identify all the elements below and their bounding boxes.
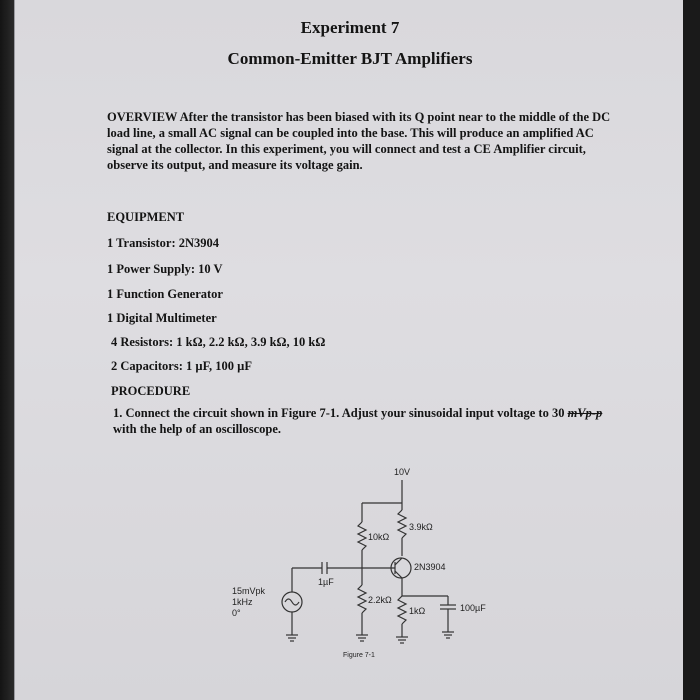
transistor-label: 2N3904 <box>414 562 446 572</box>
r2-label: 2.2kΩ <box>368 595 392 605</box>
overview-paragraph: OVERVIEW After the transistor has been biased with its Q point near to the middle of the DC load line, a small AC signal can be coupled into the base. This will produce an amplified AC signal at the collector. In this experiment, you will connect and test a CE Amplifier circuit, observe its output, and measure its voltage gain. <box>107 110 611 172</box>
r1-resistor <box>358 522 366 550</box>
re-label: 1kΩ <box>409 606 426 616</box>
procedure-heading: PROCEDURE <box>111 384 191 398</box>
r2-resistor <box>358 585 366 613</box>
procedure-step-1-text-end: with the help of an oscilloscope. <box>113 422 282 436</box>
equipment-item: 4 Resistors: 1 kΩ, 2.2 kΩ, 3.9 kΩ, 10 kΩ <box>111 335 326 349</box>
ce-label: 100µF <box>460 603 486 613</box>
re-resistor <box>398 596 406 624</box>
page-subtitle: Common-Emitter BJT Amplifiers <box>227 49 473 68</box>
page-title: Experiment 7 <box>300 18 400 37</box>
source-amplitude-label: 15mVpk <box>232 586 266 596</box>
rc-label: 3.9kΩ <box>409 522 433 532</box>
procedure-step-1-text: 1. Connect the circuit shown in Figure 7-1. Adjust your sinusoidal input voltage to 30 <box>113 406 568 420</box>
equipment-item: 1 Transistor: 2N3904 <box>107 236 220 250</box>
equipment-item: 2 Capacitors: 1 µF, 100 µF <box>111 359 253 373</box>
sine-icon <box>285 599 299 605</box>
source-phase-label: 0° <box>232 608 241 618</box>
equipment-heading: EQUIPMENT <box>107 210 185 224</box>
equipment-item: 1 Digital Multimeter <box>107 311 217 325</box>
procedure-step-1-unit: mVp-p <box>567 406 603 420</box>
supply-label: 10V <box>394 467 411 477</box>
cin-label: 1µF <box>318 577 334 587</box>
equipment-item: 1 Function Generator <box>107 287 223 301</box>
equipment-item: 1 Power Supply: 10 V <box>107 262 223 276</box>
source-frequency-label: 1kHz <box>232 597 253 607</box>
r1-label: 10kΩ <box>368 532 390 542</box>
rc-resistor <box>398 510 406 538</box>
figure-caption: Figure 7-1 <box>343 652 375 659</box>
